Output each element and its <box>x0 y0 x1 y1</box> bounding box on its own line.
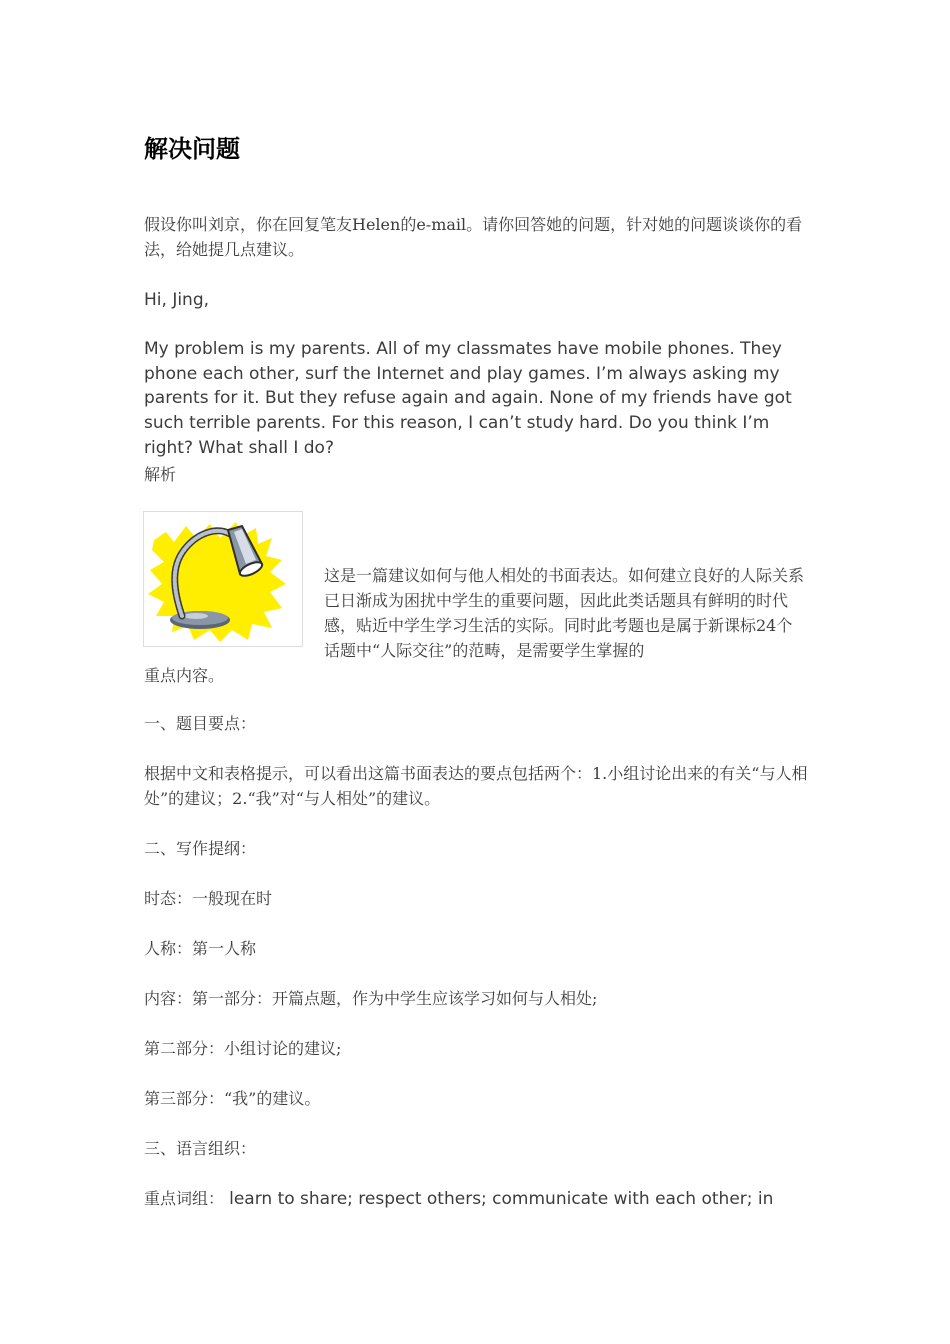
person-line: 人称：第一人称 <box>144 939 257 958</box>
key-phrases-text: learn to share; respect others; communicate with each other; in <box>229 1189 774 1209</box>
section3-heading: 三、语言组织： <box>144 1139 257 1158</box>
key-phrases-line <box>144 1186 844 1212</box>
section2-heading: 二、写作提纲： <box>144 839 257 858</box>
content-part3: 第三部分：“我”的建议。 <box>144 1089 321 1108</box>
desk-lamp-image <box>143 511 303 647</box>
analysis-label: 解析 <box>144 465 177 484</box>
page-title: 解决问题 <box>144 134 240 163</box>
tense-line: 时态：一般现在时 <box>144 889 273 908</box>
letter-greeting: Hi, Jing, <box>144 290 210 310</box>
analysis-paragraph: 这是一篇建议如何与他人相处的书面表达。如何建立良好的人际关系已日渐成为困扰中学生的重要问题，因此此类话题具有鲜明的时代感，贴近中学生学习生活的实际。同时此考题也是属于新课标24个话题中“人际交往”的范畴，是需要学生掌握的 <box>324 566 805 660</box>
content-part2: 第二部分：小组讨论的建议; <box>144 1039 342 1058</box>
desk-lamp-icon <box>144 512 302 646</box>
section1-text: 根据中文和表格提示，可以看出这篇书面表达的要点包括两个：1.小组讨论出来的有关“与人相处”的建议；2.“我”对“与人相处”的建议。 <box>144 764 808 808</box>
content-part1: 内容：第一部分：开篇点题，作为中学生应该学习如何与人相处; <box>144 989 598 1008</box>
key-phrases-label: 重点词组： <box>144 1189 225 1208</box>
section1-heading: 一、题目要点： <box>144 714 257 733</box>
letter-body: My problem is my parents. All of my classmates have mobile phones. They phone each other, surf the Internet and play games. I’m always asking my parents for it. But they refuse again and again. None of my friends have got such terrible parents. For this reason, I can’t study hard. Do you think I’m right? What shall I do? <box>144 339 792 458</box>
analysis-paragraph-tail: 重点内容。 <box>144 666 225 685</box>
intro-paragraph: 假设你叫刘京，你在回复笔友Helen的e-mail。请你回答她的问题，针对她的问题谈谈你的看法，给她提几点建议。 <box>144 215 803 259</box>
